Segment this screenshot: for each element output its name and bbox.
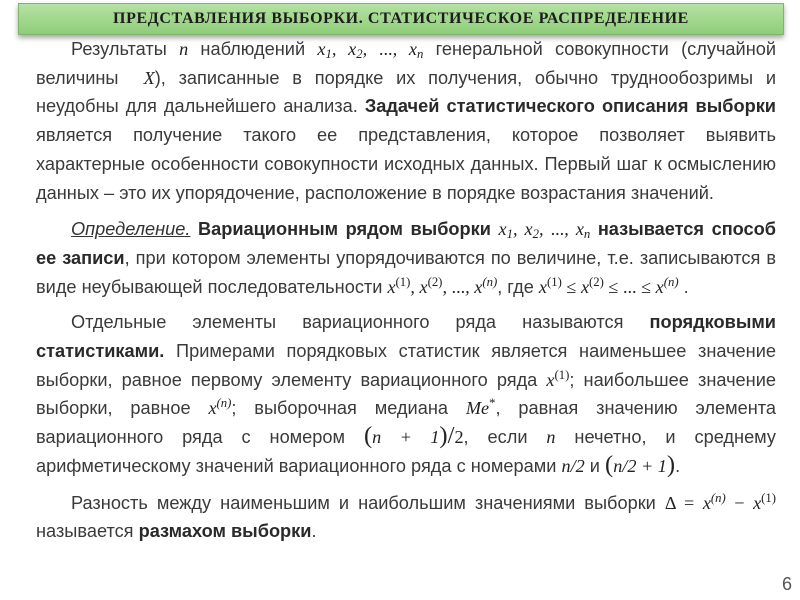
bold-term-order-statistics: порядковыми статистиками. [36,312,776,362]
paragraph-order-statistics: Отдельные элементы вариационного ряда называются порядковыми статистиками. Примерами порядковых статистик является наименьшее значение выборки, равное первому элементу вариационного ряда $x^{(1)}$; наибольшее значение выборки, равное $x^{(n)}$; выборочная медиана Me*, равная значению элемента вариационного ряда с номером (n + 1)/2, если n нечетно, и среднему арифметическому значений вариационного ряда с номерами n/2 и (n/2 + 1). [36,312,776,478]
math-ordered-sequence: $x^{(1)}$, $x^{(2)}$, ..., $x^{(n)}$ [387,274,498,297]
math-median-index: (n + 1)/2 [363,422,464,450]
math-range-formula: $\Delta = x^{(n)} - x^{(1)}$ [664,490,776,513]
math-sample-x1-xn-2: $x_1$, $x_2$, ..., $x_n$ [498,219,591,242]
title-banner [18,3,784,35]
slide-content [36,35,776,546]
paragraph-definition: Определение. Вариационным рядом выборки $x_1$, $x_2$, ..., $x_n$ называется способ ее записи, при котором элементы упорядочиваются по величине, т.е. записываются в виде неубывающей последовательности $x^{(1)}$, $x^{(2)}$, ..., $x^{(n)}$, где $x^{(1)} \le x^{(2)}$ ≤ ... ≤ $x^{(n)}$ . [36,219,777,297]
page-title: ПРЕДСТАВЛЕНИЯ ВЫБОРКИ. СТАТИСТИЧЕСКОЕ РАСПРЕДЕЛЕНИЕ [113,10,689,27]
math-n-half-plus-one: (n/2 + 1) [605,450,676,478]
paragraph-intro: Результаты n наблюдений $x_1$, $x_2$, ..., $x_n$ генеральной совокупности (случайной величины X), записанные в порядке их получения, обычно труднообозримы и неудобны для дальнейшего анализа. Задачей статистического описания выборки является получение такого ее представления, которое позволяет выявить характерные особенности совокупности исходных данных. Первый шаг к осмыслению данных – это их упорядочение, расположение в порядке возрастания значений. [36,39,777,203]
math-x1: $x^{(1)}$ [546,367,570,390]
math-X: X [143,67,155,88]
math-sample-x1-xn: $x_1$, $x_2$, ..., $x_n$ [317,39,424,62]
bold-term-range: размахом выборки [138,521,312,542]
math-n-2: n [546,427,556,448]
math-inequality-chain: $x^{(1)} \le x^{(2)}$ ≤ ... ≤ $x^{(n)}$ [538,274,679,297]
math-n-half: n/2 [561,455,585,476]
math-xn: $x^{(n)}$ [208,396,232,419]
bold-term-task: Задачей статистического описания выборки [364,96,776,117]
bold-term-variation-series: Вариационным рядом выборки [197,219,491,240]
bold-term-way-of-writing: называется способ ее записи [36,219,777,268]
definition-label: Определение. [71,219,191,240]
paragraph-range: Разность между наименьшим и наибольшим значениями выборки $\Delta = x^{(n)} - x^{(1)}$ называется размахом выборки. [36,490,776,542]
math-n: n [179,39,189,59]
math-median: Me* [465,396,496,419]
page-number: 6 [781,574,792,594]
